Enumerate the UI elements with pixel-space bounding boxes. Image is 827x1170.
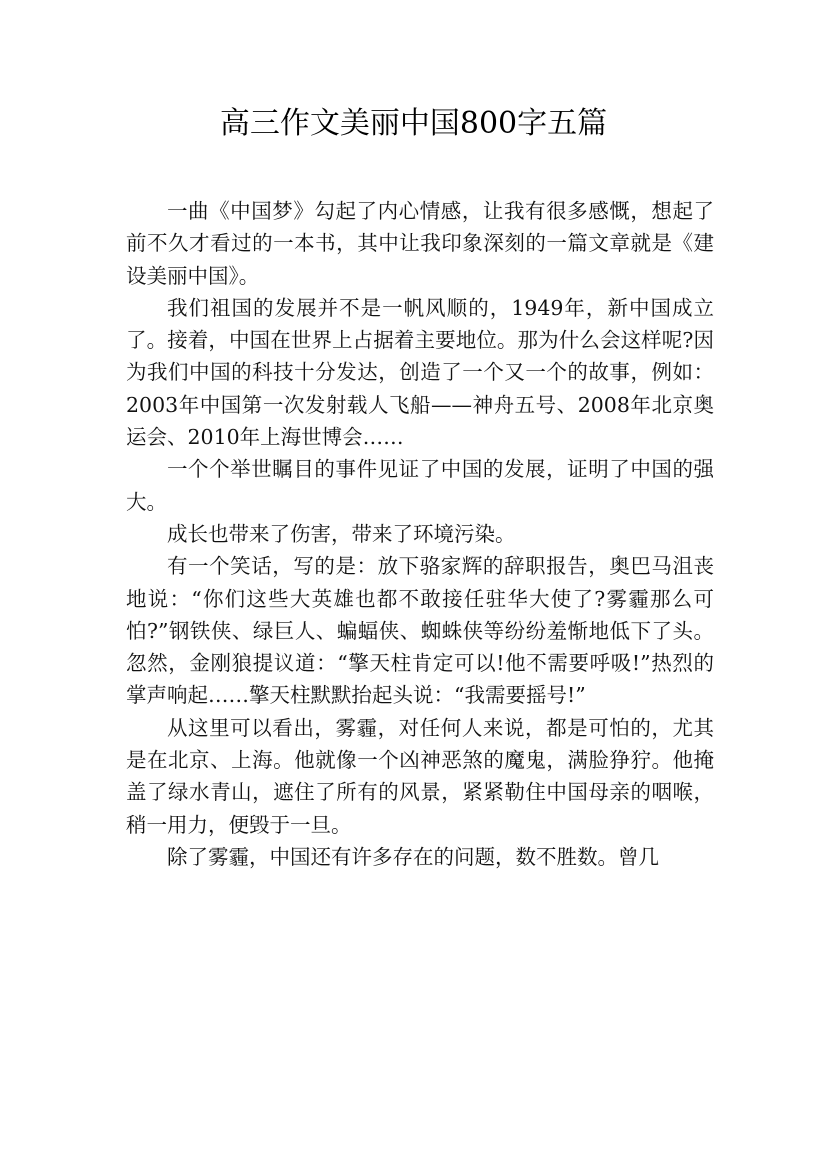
document-title: 高三作文美丽中国800字五篇 (219, 106, 608, 141)
paragraph: 成长也带来了伤害，带来了环境污染。 (167, 521, 516, 546)
paragraph: 一个个举世瞩目的事件见证了中国的发展，证明了中国的强大。 (126, 457, 714, 514)
paragraph: 一曲《中国梦》勾起了内心情感，让我有很多感慨，想起了前不久才看过的一本书，其中让我印象深刻的一篇文章就是《建设美丽中国》。 (126, 199, 714, 288)
paragraph: 有一个笑话，写的是：放下骆家辉的辞职报告，奥巴马沮丧地说：“你们这些大英雄也都不敢接任驻华大使了?雾霾那么可怕?”钢铁侠、绿巨人、蝙蝠侠、蜘蛛侠等纷纷羞惭地低下了头。忽然，金刚狼提议道：“擎天柱肯定可以!他不需要呼吸!”热烈的掌声响起……擎天柱默默抬起头说：“我需要摇号!” (126, 554, 714, 708)
paragraph: 我们祖国的发展并不是一帆风顺的，1949年，新中国成立了。接着，中国在世界上占据着主要地位。那为什么会这样呢?因为我们中国的科技十分发达，创造了一个又一个的故事，例如：2003年中国第一次发射载人飞船——神舟五号、2008年北京奥运会、2010年上海世博会…… (126, 295, 714, 450)
paragraph: 除了雾霾，中国还有许多存在的问题，数不胜数。曾几 (167, 844, 659, 869)
document-body (126, 195, 714, 873)
paragraph: 从这里可以看出，雾霾，对任何人来说，都是可怕的，尤其是在北京、上海。他就像一个凶神恶煞的魔鬼，满脸狰狞。他掩盖了绿水青山，遮住了所有的风景，紧紧勒住中国母亲的咽喉，稍一用力，便毁于一旦。 (126, 715, 714, 837)
